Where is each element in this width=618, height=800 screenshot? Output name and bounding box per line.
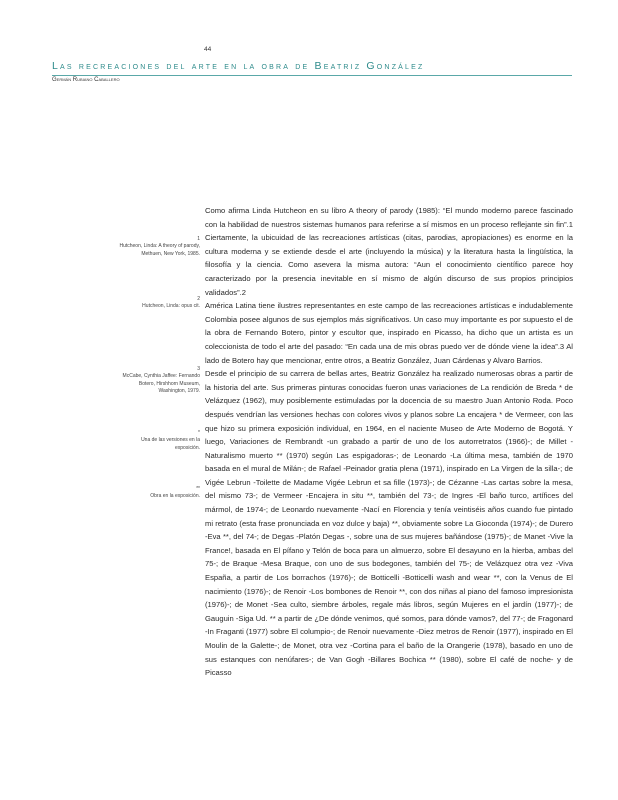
page-number: 44 <box>204 46 212 53</box>
sidenote-number: 3 <box>197 366 200 372</box>
sidenote-text: Hutcheon, Linda: opus cit. <box>142 303 200 310</box>
sidenote-1 <box>118 236 200 258</box>
sidenote-number: 2 <box>197 296 200 302</box>
sidenote-5 <box>118 486 200 501</box>
sidenote-number: ** <box>196 486 200 492</box>
title-rule <box>52 75 572 76</box>
sidenote-text: Hutcheon, Linda: A theory of parody, Methuen, New York, 1985. <box>119 243 200 257</box>
author-name: Germán Rubiano Caballero <box>52 77 120 83</box>
paragraph-3: Desde el principio de su carrera de bellas artes, Beatriz González ha realizado numerosas obras a partir de la historia del arte. Sus primeras pinturas conocidas fueron unas variaciones de La rendición de Breda * de Velázquez (1962), muy posiblemente estimuladas por la docencia de su maestro Juan Antonio Roda. Poco después vendrían las versiones hechas con colores vivos y planos sobre La encajera * de Vermeer, con las que hizo su primera exposición individual, en 1964, en el naciente Museo de Arte Moderno de Bogotá. Y luego, Variaciones de Rembrandt -un grabado a partir de uno de los autorretratos (1966)-; de Millet -Naturalismo muerto ** (1970) según Las espigadoras-; de Leonardo -La última mesa, también de 1970 basada en el mural de Milán-; de Rafael -Peinador gratia plena (1971), inspirado en La Virgen de la silla-; de Vigée Lebrun -Toilette de Madame Vigée Lebrun et sa fille (1973)-; de Cézanne -Las cartas sobre la mesa, del mismo 73-; de Vermeer -Encajera in situ **, también del 73-; de Ingres -El baño turco, artífices del mármol, de 1974-; de Leonardo nuevamente -Nací en Florencia y tenía veintiséis años cuando fue pintado mi retrato (esta frase pronunciada en voz dulce y baja) **, obviamente sobre La Gioconda (1974)-; de Durero -Eva **, del 74-; de Degas -Platón Degas -, sobre una de sus mujeres bañándose (1975)-; de Manet -Vive la France!, basada en El pífano y Telón de boca para un almuerzo, sobre El desayuno en la hierba, ambas del 75-; de Braque -Mesa Braque, con uno de sus bodegones, también del 75-; de Velázquez otra vez -Viva España, a partir de Los borrachos (1976)-; de Botticelli -Botticelli wash and wear **, con la Venus de El nacimiento (1976)-; de Renoir -Los bombones de Renoir **, con dos niñas al piano del famoso impresionista (1976)-; de Monet -Sea culto, siembre árboles, regale más libros, según Mujeres en el jardín (1977)-; de Gauguin -Siga Ud. ** a partir de ¿De dónde venimos, qué somos, para dónde vamos?, del 77-; de Fragonard -In Fraganti (1977) sobre El columpio-; de Renoir nuevamente -Diez metros de Renoir (1977), inspirado en El Moulin de la Galette-; de Monet, otra vez -Cortina para el baño de la Orangerie (1978), basado en uno de sus estanques con nenúfares-; de Van Gogh -Billares Bochica ** (1980), sobre El café de noche- y de Picasso <box>205 369 573 678</box>
sidenote-3 <box>118 366 200 396</box>
sidenote-number: 1 <box>197 236 200 242</box>
sidenote-number: * <box>198 430 200 436</box>
sidenote-2 <box>118 296 200 311</box>
sidenote-text: Una de las versiones en la exposición. <box>141 437 200 451</box>
sidenote-4 <box>118 430 200 452</box>
article-body <box>205 204 573 680</box>
sidenote-text: Obra en la exposición. <box>150 493 200 500</box>
sidenote-text: McCabe, Cynthia Jaffee: Fernando Botero, Hirshhorn Museum, Washington, 1979. <box>122 373 200 395</box>
article-title: Las recreaciones del arte en la obra de Beatriz González <box>52 60 425 72</box>
paragraph-2: América Latina tiene ilustres representantes en este campo de las recreaciones artísticas e indudablemente Colombia posee algunos de sus ejemplos más significativos. Un caso muy importante es por supuesto el de la obra de Fernando Botero, pintor y escultor que, inspirado en Picasso, ha dicho que un artista es un coleccionista de todo el arte del pasado: “En cada una de mis obras puedo ver de dónde viene la idea”.3 Al lado de Botero hay que mencionar, entre otros, a Beatriz González, Juan Cárdenas y Alvaro Barrios. <box>205 301 573 365</box>
paragraph-1: Como afirma Linda Hutcheon en su libro A theory of parody (1985): “El mundo moderno parece fascinado con la habilidad de nuestros sistemas humanos para referirse a sí mismos en un proceso reflejante sin fin”.1 Ciertamente, la ubicuidad de las recreaciones artísticas (citas, parodias, apropiaciones) es enorme en la cultura moderna y se extiende desde el arte (incluyendo la música) y la literatura hasta la lingüística, la filosofía y la ciencia. Como asevera la misma autora: “Aun el conocimiento científico parece hoy caracterizado por la presencia inevitable en sí mismo de algún discurso de sus propios principios validados”.2 <box>205 206 573 297</box>
